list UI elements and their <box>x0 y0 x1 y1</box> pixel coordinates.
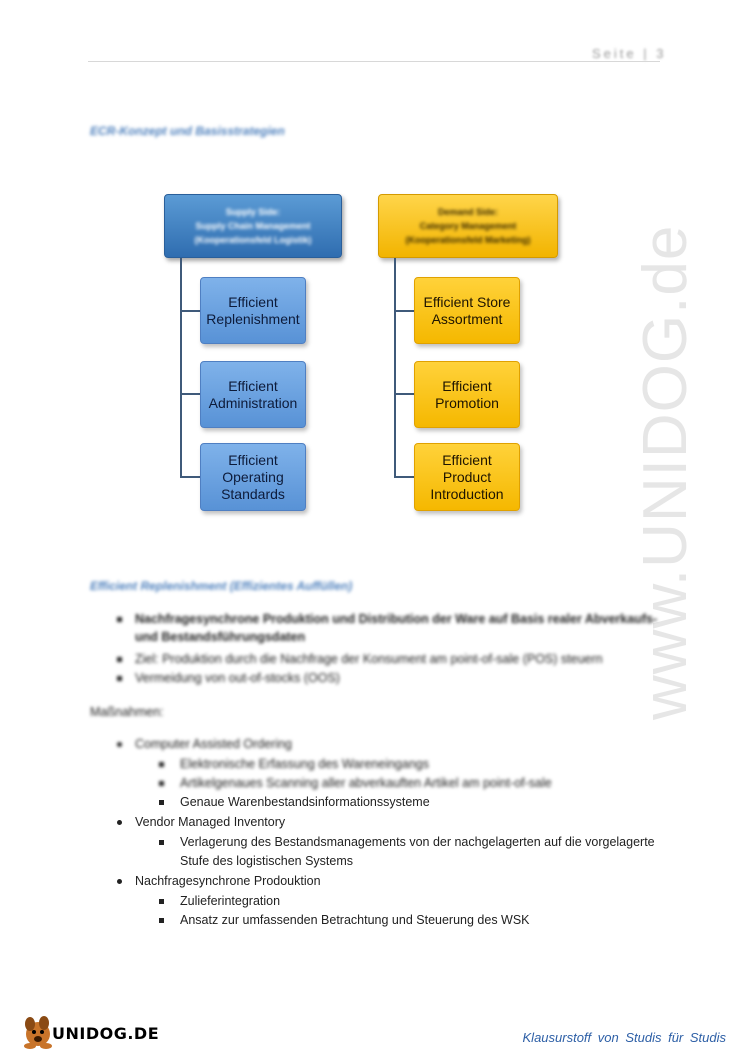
measure-1: Computer Assisted Ordering <box>135 737 293 751</box>
footer-tagline: Klausurstoff von Studis für Studis <box>522 1030 726 1045</box>
measure-2-sub-line1: Verlagerung des Bestandsmanagements von der nachgelagerten auf die vorgelagerte <box>180 835 655 849</box>
efficient-operating-standards-box: Efficient Operating Standards <box>200 443 306 511</box>
efficient-administration-box: Efficient Administration <box>200 361 306 428</box>
bullet-1-line1: Nachfragesynchrone Produktion und Distribution der Ware auf Basis realer Abverkaufs- <box>135 612 658 626</box>
measure-2-sub-line2: Stufe des logistischen Systems <box>180 854 353 868</box>
measure-1-sub-2: Artikelgenaues Scanning aller abverkauften Artikel am point-of-sale <box>180 776 552 790</box>
sub-bullet-marker <box>159 762 164 767</box>
section-title-ecr: ECR-Konzept und Basisstrategien <box>90 124 285 138</box>
demand-side-line2: Category Management <box>419 221 517 231</box>
bullet-3: Vermeidung von out-of-stocks (OOS) <box>135 671 340 685</box>
efficient-store-assortment-box: Efficient Store Assortment <box>414 277 520 344</box>
supply-connector-vertical <box>180 258 182 477</box>
supply-connector-2 <box>180 393 200 395</box>
sub-bullet-marker <box>159 840 164 845</box>
bullet-marker <box>117 617 122 622</box>
bullet-marker <box>117 879 122 884</box>
sub-bullet-marker <box>159 800 164 805</box>
measure-3: Nachfragesynchrone Prodouktion <box>135 874 321 888</box>
measure-2: Vendor Managed Inventory <box>135 815 286 829</box>
efficient-product-introduction-box: Efficient Product Introduction <box>414 443 520 511</box>
supply-connector-1 <box>180 310 200 312</box>
efficient-replenishment-box: Efficient Replenishment <box>200 277 306 344</box>
bullet-marker <box>117 820 122 825</box>
sub-bullet-marker <box>159 781 164 786</box>
page-number: Seite | 3 <box>592 46 667 61</box>
bullet-1-line2: und Bestandsführungsdaten <box>135 630 306 644</box>
bullet-marker <box>117 676 122 681</box>
bullet-2: Ziel: Produktion durch die Nachfrage der Konsument am point-of-sale (POS) steuern <box>135 652 603 666</box>
demand-connector-1 <box>394 310 414 312</box>
sub-bullet-marker <box>159 899 164 904</box>
demand-side-line3: (Kooperationsfeld Marketing) <box>405 235 531 245</box>
measure-3-sub-2: Ansatz zur umfassenden Betrachtung und Steuerung des WSK <box>180 913 530 927</box>
demand-side-box <box>378 194 558 258</box>
demand-side-line1: Demand Side: <box>437 207 498 217</box>
logo-text: UNIDOG.DE <box>52 1024 160 1043</box>
bullet-marker <box>117 742 122 747</box>
supply-side-line3: (Kooperationsfeld Logistik) <box>194 235 312 245</box>
measures-label: Maßnahmen: <box>90 705 164 719</box>
supply-side-line1: Supply Side: <box>225 207 281 217</box>
demand-connector-3 <box>394 476 414 478</box>
measure-1-sub-1: Elektronische Erfassung des Wareneingangs <box>180 757 429 771</box>
measure-1-sub-3: Genaue Warenbestandsinformationssysteme <box>180 795 430 809</box>
supply-side-box <box>164 194 342 258</box>
demand-connector-2 <box>394 393 414 395</box>
watermark: www.UNIDOG.de <box>631 224 700 720</box>
efficient-promotion-box: Efficient Promotion <box>414 361 520 428</box>
supply-connector-3 <box>180 476 200 478</box>
section-title-replenishment: Efficient Replenishment (Effizientes Auffüllen) <box>90 579 353 593</box>
measure-3-sub-1: Zulieferintegration <box>180 894 281 908</box>
supply-side-line2: Supply Chain Management <box>195 221 311 231</box>
demand-connector-vertical <box>394 258 396 477</box>
bullet-marker <box>117 657 122 662</box>
sub-bullet-marker <box>159 918 164 923</box>
